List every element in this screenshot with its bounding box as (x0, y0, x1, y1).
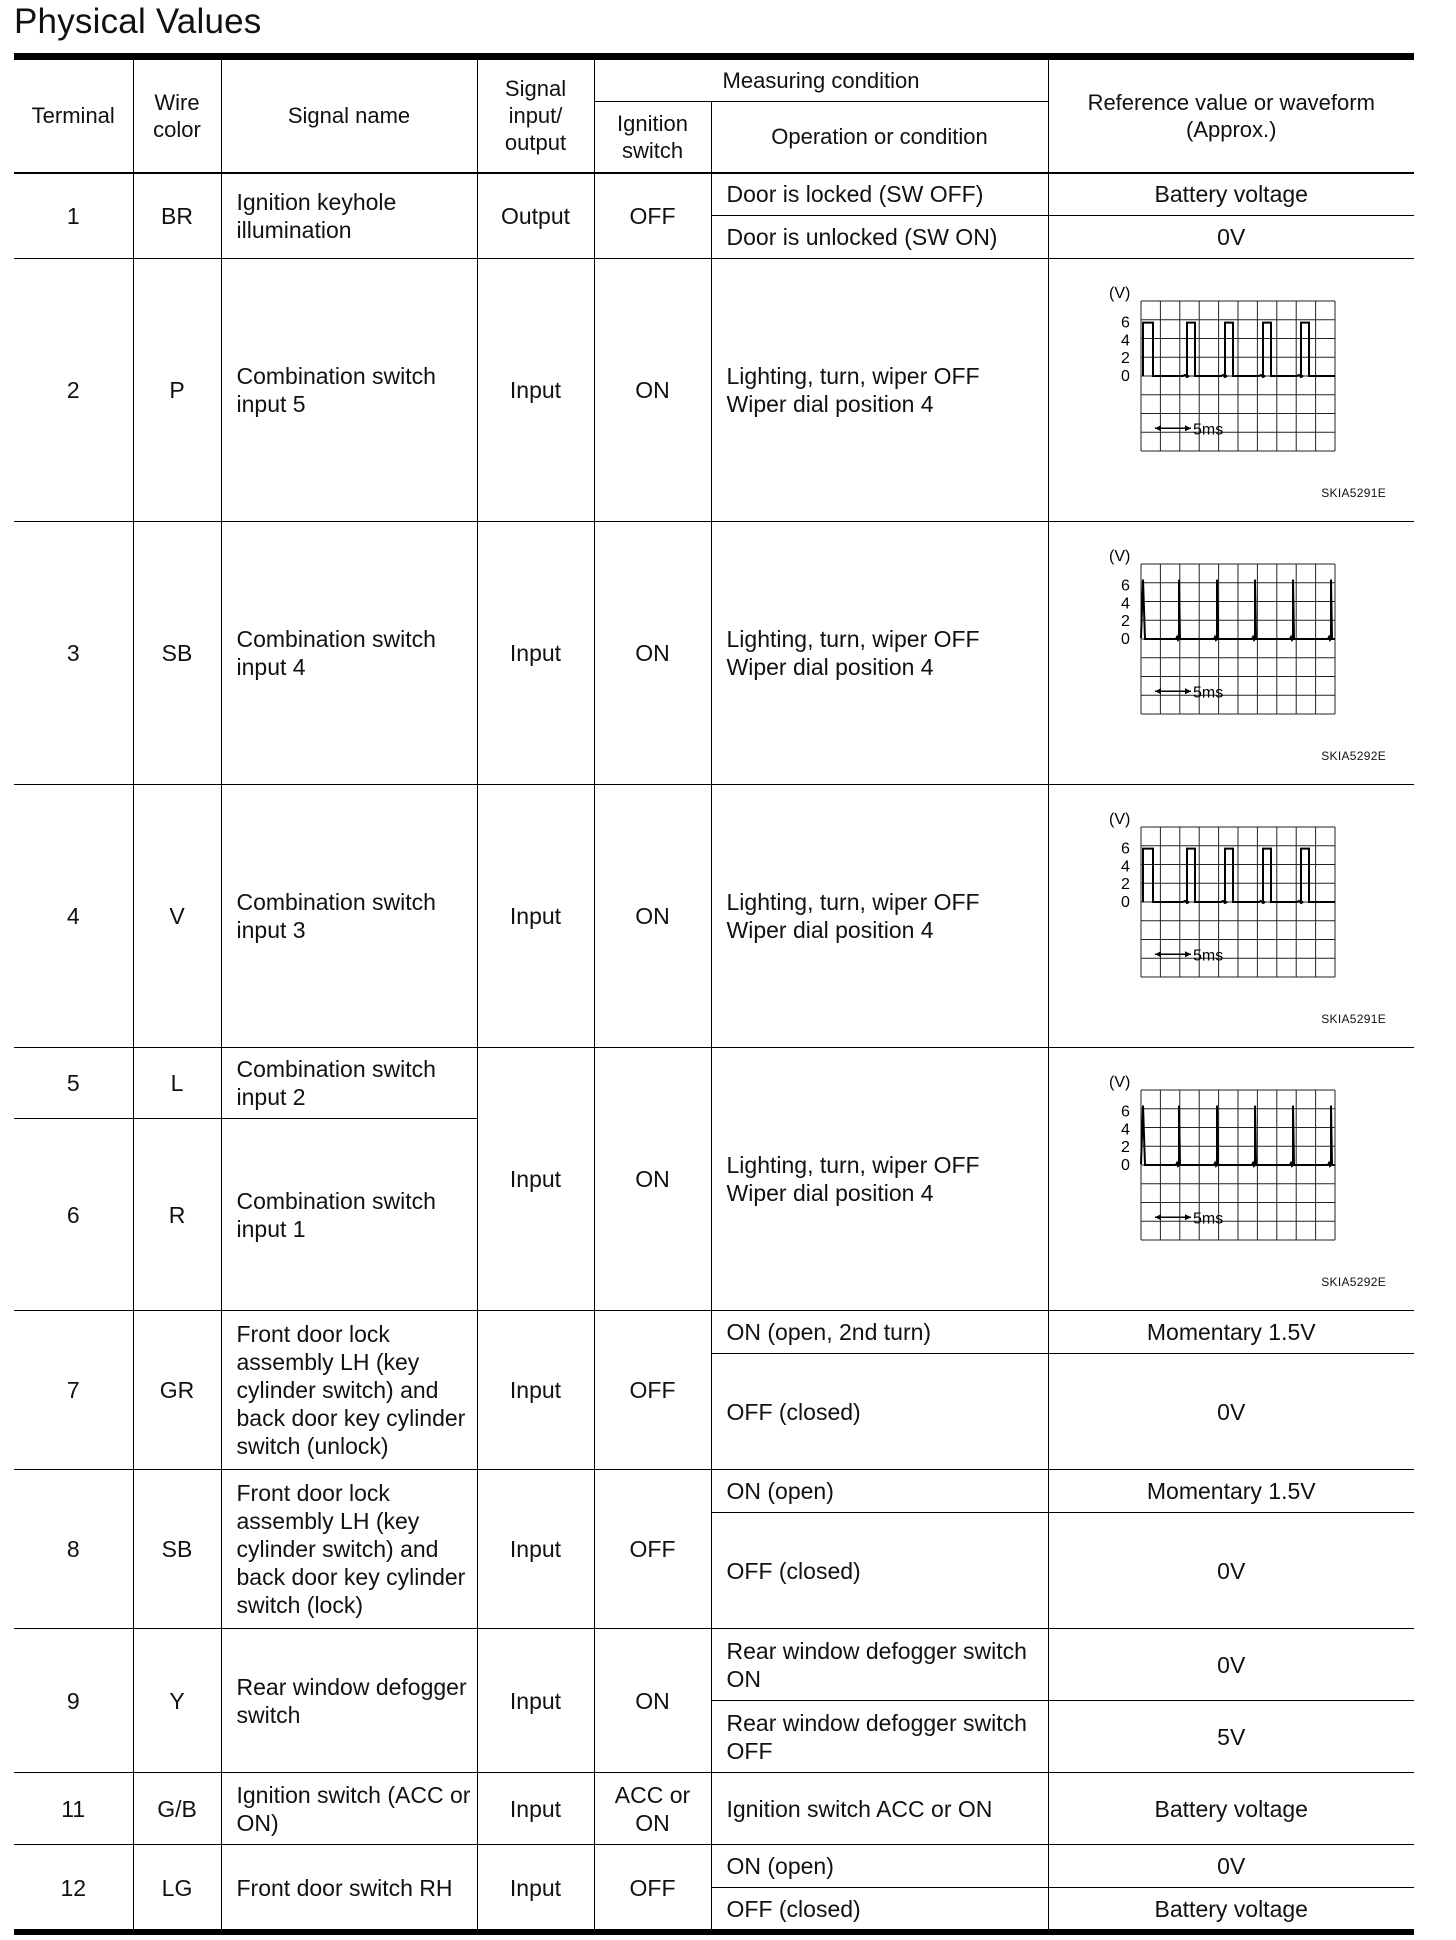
axis-tick-label: 2 (1120, 350, 1130, 368)
reference-cell (1048, 785, 1414, 1048)
time-scale-label: 5ms (1192, 1210, 1223, 1228)
reference-cell: 0V (1048, 1513, 1414, 1629)
axis-tick-label: 4 (1120, 858, 1130, 876)
waveform-svg (1101, 1074, 1351, 1244)
table-row (14, 1845, 1414, 1888)
header-signal-name: Signal name (221, 60, 477, 173)
ignition-cell: OFF (594, 1845, 711, 1931)
condition-cell: OFF (closed) (711, 1354, 1048, 1470)
reference-cell: 5V (1048, 1701, 1414, 1773)
signal-io-cell: Input (477, 785, 594, 1048)
axis-tick-label: 6 (1120, 577, 1130, 595)
terminal-cell: 11 (14, 1773, 133, 1845)
axis-tick-label: 0 (1120, 1157, 1130, 1174)
time-scale-arrowhead (1155, 951, 1161, 957)
wire-color-cell: V (133, 785, 221, 1048)
time-scale-label: 5ms (1192, 947, 1223, 965)
condition-cell: Door is locked (SW OFF) (711, 173, 1048, 216)
signal-name-cell: Front door switch RH (221, 1845, 477, 1931)
condition-cell: ON (open) (711, 1470, 1048, 1513)
wire-color-cell: P (133, 259, 221, 522)
condition-cell: Rear window defogger switch ON (711, 1629, 1048, 1701)
signal-io-cell: Input (477, 1311, 594, 1470)
reference-cell (1048, 259, 1414, 522)
ignition-cell: ON (594, 1048, 711, 1311)
table-row (14, 522, 1414, 785)
time-scale-arrowhead (1155, 688, 1161, 694)
reference-cell: Battery voltage (1048, 173, 1414, 216)
signal-name-cell: Front door lock assembly LH (key cylinder switch) and back door key cylinder switch (lock) (221, 1470, 477, 1629)
terminal-cell: 8 (14, 1470, 133, 1629)
signal-name-cell: Ignition keyhole illumination (221, 173, 477, 259)
axis-tick-label: 2 (1120, 1139, 1130, 1157)
table-row (14, 1773, 1414, 1845)
reference-cell: Momentary 1.5V (1048, 1311, 1414, 1354)
header-operation: Operation or condition (711, 102, 1048, 173)
terminal-cell: 12 (14, 1845, 133, 1931)
terminal-cell: 6 (14, 1119, 133, 1311)
waveform-svg (1101, 548, 1351, 718)
axis-tick-label: 4 (1120, 332, 1130, 350)
time-scale-arrowhead (1155, 425, 1161, 431)
signal-name-cell: Combination switch input 1 (221, 1119, 477, 1311)
waveform-figure (1049, 785, 1415, 1047)
time-scale-arrowhead (1155, 1214, 1161, 1220)
header-terminal: Terminal (14, 60, 133, 173)
terminal-cell: 3 (14, 522, 133, 785)
ignition-cell: ON (594, 259, 711, 522)
axis-unit-label: (V) (1108, 1074, 1130, 1091)
reference-cell: Momentary 1.5V (1048, 1470, 1414, 1513)
signal-name-cell: Combination switch input 5 (221, 259, 477, 522)
condition-cell: ON (open, 2nd turn) (711, 1311, 1048, 1354)
ignition-cell: ON (594, 522, 711, 785)
table-row (14, 785, 1414, 1048)
bottom-rule (14, 1929, 1414, 1935)
signal-io-cell: Output (477, 173, 594, 259)
axis-tick-label: 0 (1120, 894, 1130, 911)
signal-name-cell: Combination switch input 4 (221, 522, 477, 785)
wire-color-cell: G/B (133, 1773, 221, 1845)
terminal-cell: 2 (14, 259, 133, 522)
axis-tick-label: 4 (1120, 1121, 1130, 1139)
reference-cell: 0V (1048, 216, 1414, 259)
ignition-cell: OFF (594, 1470, 711, 1629)
reference-cell (1048, 522, 1414, 785)
signal-name-cell: Front door lock assembly LH (key cylinder switch) and back door key cylinder switch (unlock) (221, 1311, 477, 1470)
ignition-cell: OFF (594, 173, 711, 259)
condition-cell: Lighting, turn, wiper OFF Wiper dial position 4 (711, 522, 1048, 785)
axis-tick-label: 2 (1120, 613, 1130, 631)
table-row (14, 173, 1414, 216)
axis-tick-label: 6 (1120, 314, 1130, 332)
page-title: Physical Values (14, 2, 262, 41)
axis-unit-label: (V) (1108, 548, 1130, 565)
table-row (14, 1048, 1414, 1119)
reference-cell (1048, 1048, 1414, 1311)
signal-io-cell: Input (477, 1773, 594, 1845)
condition-cell: Rear window defogger switch OFF (711, 1701, 1048, 1773)
condition-cell: ON (open) (711, 1845, 1048, 1888)
axis-unit-label: (V) (1108, 285, 1130, 302)
condition-cell: Lighting, turn, wiper OFF Wiper dial position 4 (711, 785, 1048, 1048)
ignition-cell: ON (594, 1629, 711, 1773)
wire-color-cell: LG (133, 1845, 221, 1931)
wire-color-cell: R (133, 1119, 221, 1311)
axis-tick-label: 2 (1120, 876, 1130, 894)
signal-name-cell: Rear window defogger switch (221, 1629, 477, 1773)
condition-cell: Ignition switch ACC or ON (711, 1773, 1048, 1845)
signal-io-cell: Input (477, 259, 594, 522)
waveform-svg (1101, 285, 1351, 455)
ignition-cell: OFF (594, 1311, 711, 1470)
header-ignition-switch: Ignition switch (594, 102, 711, 173)
physical-values-table (14, 59, 1414, 1931)
wire-color-cell: Y (133, 1629, 221, 1773)
axis-tick-label: 4 (1120, 595, 1130, 613)
reference-cell: Battery voltage (1048, 1888, 1414, 1931)
time-scale-arrowhead (1185, 425, 1191, 431)
table-row (14, 1629, 1414, 1701)
wire-color-cell: BR (133, 173, 221, 259)
time-scale-arrowhead (1185, 1214, 1191, 1220)
figure-code: SKIA5291E (1321, 486, 1386, 500)
waveform-svg (1101, 811, 1351, 981)
axis-tick-label: 0 (1120, 631, 1130, 648)
figure-code: SKIA5292E (1321, 749, 1386, 763)
header-signal-io: Signal input/ output (477, 60, 594, 173)
terminal-cell: 4 (14, 785, 133, 1048)
signal-name-cell: Combination switch input 3 (221, 785, 477, 1048)
time-scale-arrowhead (1185, 951, 1191, 957)
figure-code: SKIA5291E (1321, 1012, 1386, 1026)
terminal-cell: 7 (14, 1311, 133, 1470)
signal-name-cell: Ignition switch (ACC or ON) (221, 1773, 477, 1845)
signal-io-cell: Input (477, 522, 594, 785)
reference-cell: 0V (1048, 1354, 1414, 1470)
waveform-figure (1049, 522, 1415, 784)
condition-cell: Door is unlocked (SW ON) (711, 216, 1048, 259)
signal-io-cell: Input (477, 1629, 594, 1773)
signal-io-cell: Input (477, 1845, 594, 1931)
time-scale-arrowhead (1185, 688, 1191, 694)
header-measuring-condition: Measuring condition (594, 60, 1048, 102)
header-wire-color: Wire color (133, 60, 221, 173)
axis-unit-label: (V) (1108, 811, 1130, 828)
reference-cell: 0V (1048, 1845, 1414, 1888)
wire-color-cell: GR (133, 1311, 221, 1470)
wire-color-cell: SB (133, 522, 221, 785)
axis-tick-label: 0 (1120, 368, 1130, 385)
figure-code: SKIA5292E (1321, 1275, 1386, 1289)
axis-tick-label: 6 (1120, 840, 1130, 858)
time-scale-label: 5ms (1192, 684, 1223, 702)
terminal-cell: 1 (14, 173, 133, 259)
time-scale-label: 5ms (1192, 421, 1223, 439)
header-reference: Reference value or waveform (Approx.) (1048, 60, 1414, 173)
ignition-cell: ON (594, 785, 711, 1048)
waveform-figure (1049, 1048, 1415, 1310)
signal-io-cell: Input (477, 1470, 594, 1629)
reference-cell: Battery voltage (1048, 1773, 1414, 1845)
signal-io-cell: Input (477, 1048, 594, 1311)
table-row (14, 1311, 1414, 1354)
condition-cell: OFF (closed) (711, 1888, 1048, 1931)
terminal-cell: 9 (14, 1629, 133, 1773)
wire-color-cell: SB (133, 1470, 221, 1629)
table-row (14, 259, 1414, 522)
condition-cell: Lighting, turn, wiper OFF Wiper dial position 4 (711, 259, 1048, 522)
signal-trace (1143, 849, 1335, 903)
signal-name-cell: Combination switch input 2 (221, 1048, 477, 1119)
terminal-cell: 5 (14, 1048, 133, 1119)
condition-cell: Lighting, turn, wiper OFF Wiper dial position 4 (711, 1048, 1048, 1311)
ignition-cell: ACC or ON (594, 1773, 711, 1845)
reference-cell: 0V (1048, 1629, 1414, 1701)
table-row (14, 1470, 1414, 1513)
wire-color-cell: L (133, 1048, 221, 1119)
signal-trace (1143, 323, 1335, 377)
waveform-figure (1049, 259, 1415, 521)
condition-cell: OFF (closed) (711, 1513, 1048, 1629)
axis-tick-label: 6 (1120, 1103, 1130, 1121)
